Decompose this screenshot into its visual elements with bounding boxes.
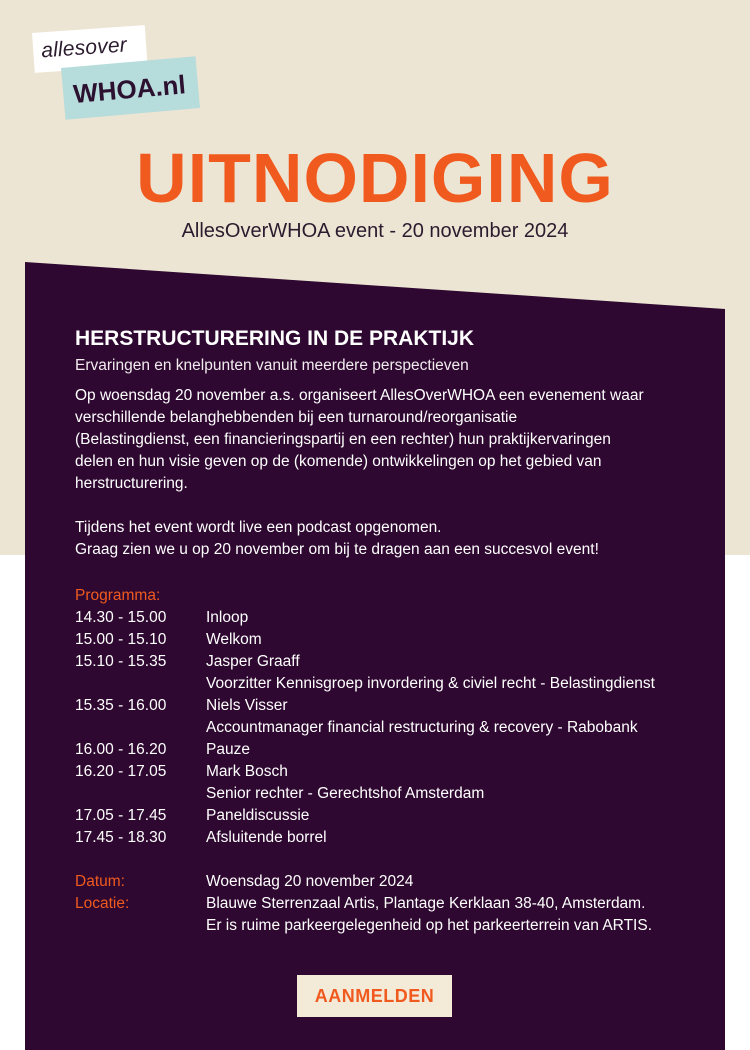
- program-time: [75, 717, 206, 739]
- info-value: Woensdag 20 november 2024: [206, 873, 414, 890]
- logo-bottom-block: [61, 56, 200, 120]
- info-value: Blauwe Sterrenzaal Artis, Plantage Kerklaan 38-40, Amsterdam.: [206, 895, 646, 912]
- program-desc: Paneldiscussie: [206, 807, 310, 824]
- allesoverwhoa-logo[interactable]: [30, 30, 200, 126]
- intro-line: delen en hun visie geven op de (komende) ontwikkelingen op het gebied van: [75, 453, 602, 470]
- event-tagline: Ervaringen en knelpunten vanuit meerdere perspectieven: [75, 357, 469, 374]
- event-content: [75, 325, 715, 937]
- event-info: [75, 871, 715, 937]
- info-row-date: [75, 871, 715, 893]
- program-row: [75, 739, 715, 761]
- program-time: [75, 673, 206, 695]
- program-desc: Inloop: [206, 609, 249, 626]
- program-time: 15.10 - 15.35: [75, 653, 167, 670]
- register-button[interactable]: AANMELDEN: [297, 975, 452, 1017]
- spacer: [75, 495, 715, 517]
- program-desc: Niels Visser: [206, 697, 288, 714]
- intro-paragraph: [75, 385, 715, 495]
- logo-bottom-text: WHOA.nl: [72, 69, 187, 109]
- info-value: Er is ruime parkeergelegenheid op het parkeerterrein van ARTIS.: [206, 917, 653, 934]
- program-desc: Welkom: [206, 631, 262, 648]
- intro-line: verschillende belanghebbenden bij een turnaround/reorganisatie: [75, 409, 518, 426]
- program-time: 16.00 - 16.20: [75, 741, 167, 758]
- program-row: [75, 695, 715, 717]
- program-time: [75, 783, 206, 805]
- intro-line: Op woensdag 20 november a.s. organiseert AllesOverWHOA een evenement waar: [75, 387, 644, 404]
- intro-line: (Belastingdienst, een financieringspartij en een rechter) hun praktijkervaringen: [75, 431, 611, 448]
- program-row: [75, 805, 715, 827]
- program-desc: Voorzitter Kennisgroep invordering & civiel recht - Belastingdienst: [206, 675, 655, 692]
- logo-top-text: allesover: [40, 33, 128, 63]
- program-row: [75, 651, 715, 673]
- info-row-parking: [75, 915, 715, 937]
- program-time: 15.00 - 15.10: [75, 631, 167, 648]
- podcast-paragraph: [75, 517, 715, 561]
- program-row: [75, 717, 715, 739]
- program-time: 16.20 - 17.05: [75, 763, 167, 780]
- event-heading: HERSTRUCTURERING IN DE PRAKTIJK: [75, 327, 475, 350]
- program-desc: Accountmanager financial restructuring & recovery - Rabobank: [206, 719, 638, 736]
- program-time: 14.30 - 15.00: [75, 609, 167, 626]
- info-label: [75, 915, 206, 937]
- program-row: [75, 673, 715, 695]
- program-time: 17.45 - 18.30: [75, 829, 167, 846]
- program-time: 17.05 - 17.45: [75, 807, 167, 824]
- program-desc: Jasper Graaff: [206, 653, 300, 670]
- program-desc: Senior rechter - Gerechtshof Amsterdam: [206, 785, 485, 802]
- info-label: Datum:: [75, 873, 125, 890]
- info-label: Locatie:: [75, 895, 130, 912]
- program-row: [75, 783, 715, 805]
- podcast-line: Graag zien we u op 20 november om bij te dragen aan een succesvol event!: [75, 541, 599, 558]
- program-row: [75, 761, 715, 783]
- program-row: [75, 629, 715, 651]
- info-row-location: [75, 893, 715, 915]
- program-time: 15.35 - 16.00: [75, 697, 167, 714]
- program-label: Programma:: [75, 587, 161, 604]
- invitation-title: UITNODIGING: [136, 139, 614, 217]
- program-row: [75, 607, 715, 629]
- program-desc: Afsluitende borrel: [206, 829, 327, 846]
- program-row: [75, 827, 715, 849]
- program-desc: Mark Bosch: [206, 763, 288, 780]
- podcast-line: Tijdens het event wordt live een podcast opgenomen.: [75, 519, 442, 536]
- intro-line: herstructurering.: [75, 475, 188, 492]
- program-desc: Pauze: [206, 741, 250, 758]
- event-subtitle: AllesOverWHOA event - 20 november 2024: [181, 220, 569, 242]
- program-list: [75, 607, 715, 849]
